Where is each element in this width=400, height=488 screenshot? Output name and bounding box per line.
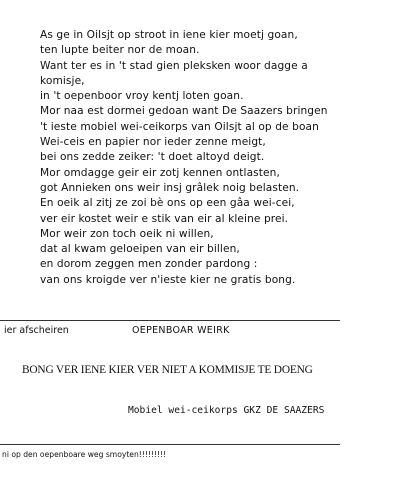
poem-line: Mor omdagge geir eir zotj kennen ontlasten,: [40, 166, 280, 179]
poem-line: ten lupte beiter nor de moan.: [40, 44, 200, 57]
organization-name: Mobiel wei-ceikorps GKZ DE SAAZERS: [128, 405, 325, 416]
poem-line: Want ter es in 't stad gien pleksken woor dagge a: [40, 59, 308, 72]
poem-line: en dorom zeggen men zonder pardong :: [40, 258, 258, 271]
poem-line: 't ieste mobiel wei-ceikorps van Oilsjt al op de boan: [40, 120, 319, 133]
poem-line: komisje,: [40, 74, 85, 87]
poem-line: En oeik al zitj ze zoi bè ons op een gâa wei-cei,: [40, 197, 295, 210]
public-works-label: OEPENBOAR WEIRK: [132, 325, 230, 336]
poem: [40, 28, 350, 288]
tear-off-label: ier afscheiren: [4, 325, 69, 336]
poem-line: As ge in Oilsjt op stroot in iene kier moetj goan,: [40, 29, 298, 41]
bottom-note: ni op den oepenboare weg smoyten!!!!!!!!!: [2, 450, 167, 459]
cut-line-top: [0, 320, 340, 321]
poem-line: Wei-ceis en papier nor ieder zenne meigt,: [40, 136, 266, 149]
poem-line: van ons kroigde ver n'ieste kier ne gratis bong.: [40, 273, 296, 286]
poem-line: dat al kwam geloeipen van eir billen,: [40, 243, 240, 256]
poem-line: in 't oepenboor vroy kentj loten goan.: [40, 90, 244, 103]
poem-line: ver eir kostet weir e stik van eir al kleine prei.: [40, 212, 289, 225]
cut-line-bottom: [0, 444, 340, 445]
poem-line: Mor weir zon toch oeik ni willen,: [40, 227, 214, 240]
poem-line: got Annieken ons weir insj grâlek noig belasten.: [40, 181, 300, 194]
poem-line: Mor naa est dormei gedoan want De Saazers bringen: [40, 105, 328, 118]
poem-line: bei ons zedde zeiker: 't doet altoyd deigt.: [40, 151, 265, 164]
voucher-headline: BONG VER IENE KIER VER NIET A KOMMISJE TE DOENG: [22, 364, 313, 376]
